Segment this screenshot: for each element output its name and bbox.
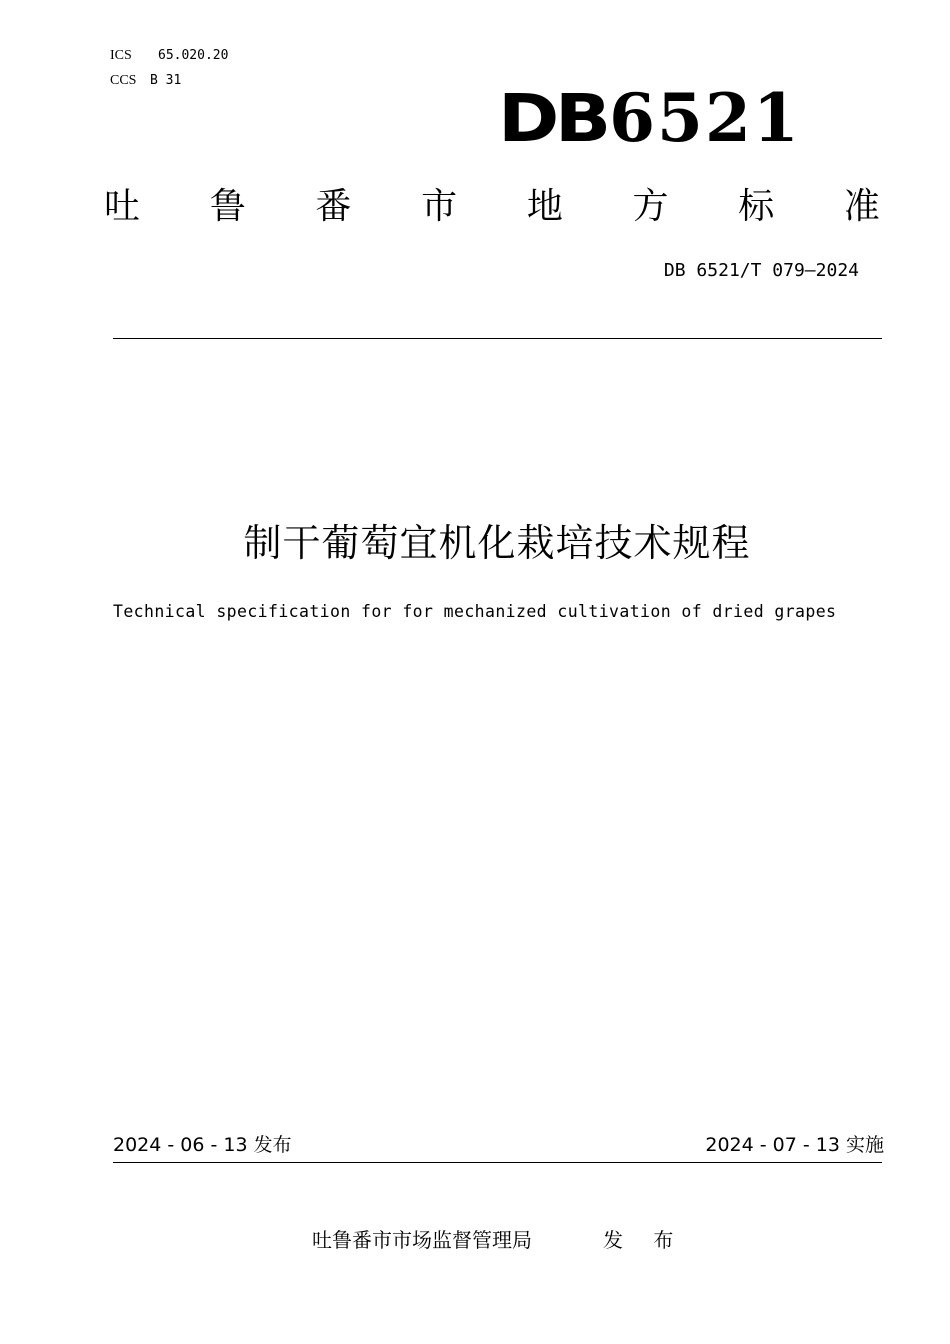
standard-type-char: 吐 [104, 186, 141, 227]
standard-type-char: 地 [526, 186, 563, 227]
standard-type-char: 鲁 [209, 186, 246, 227]
standard-number: DB 6521/T 079—2024 [663, 260, 859, 281]
standard-type-char: 标 [738, 186, 775, 227]
issue-date: 2024 - 06 - 13 发布 [113, 1134, 292, 1156]
standard-type-char: 方 [632, 186, 669, 227]
issue-label: 发 布 [603, 1228, 686, 1252]
top-divider [113, 338, 882, 339]
standard-type-heading [104, 184, 880, 230]
ics-label: ICS [110, 48, 132, 63]
document-title-english: Technical specification for for mechanized cultivation of dried grapes [113, 602, 837, 621]
ics-classification [110, 48, 228, 64]
standard-type-char: 准 [843, 186, 880, 227]
document-title-chinese: 制干葡萄宜机化栽培技术规程 [243, 521, 751, 565]
ics-code: 65.020.20 [158, 48, 229, 63]
bottom-divider [113, 1162, 882, 1163]
implementation-date: 2024 - 07 - 13 实施 [705, 1134, 884, 1156]
ccs-code: B 31 [150, 73, 182, 88]
ccs-label: CCS [110, 73, 137, 88]
logo-prefix: DB [498, 79, 607, 157]
standard-logo [498, 78, 801, 158]
ccs-classification [110, 73, 181, 89]
logo-number: 6521 [609, 79, 801, 157]
standard-type-char: 市 [421, 186, 458, 227]
issuing-authority: 吐鲁番市市场监督管理局 [312, 1228, 532, 1252]
standard-type-char: 番 [315, 186, 352, 227]
